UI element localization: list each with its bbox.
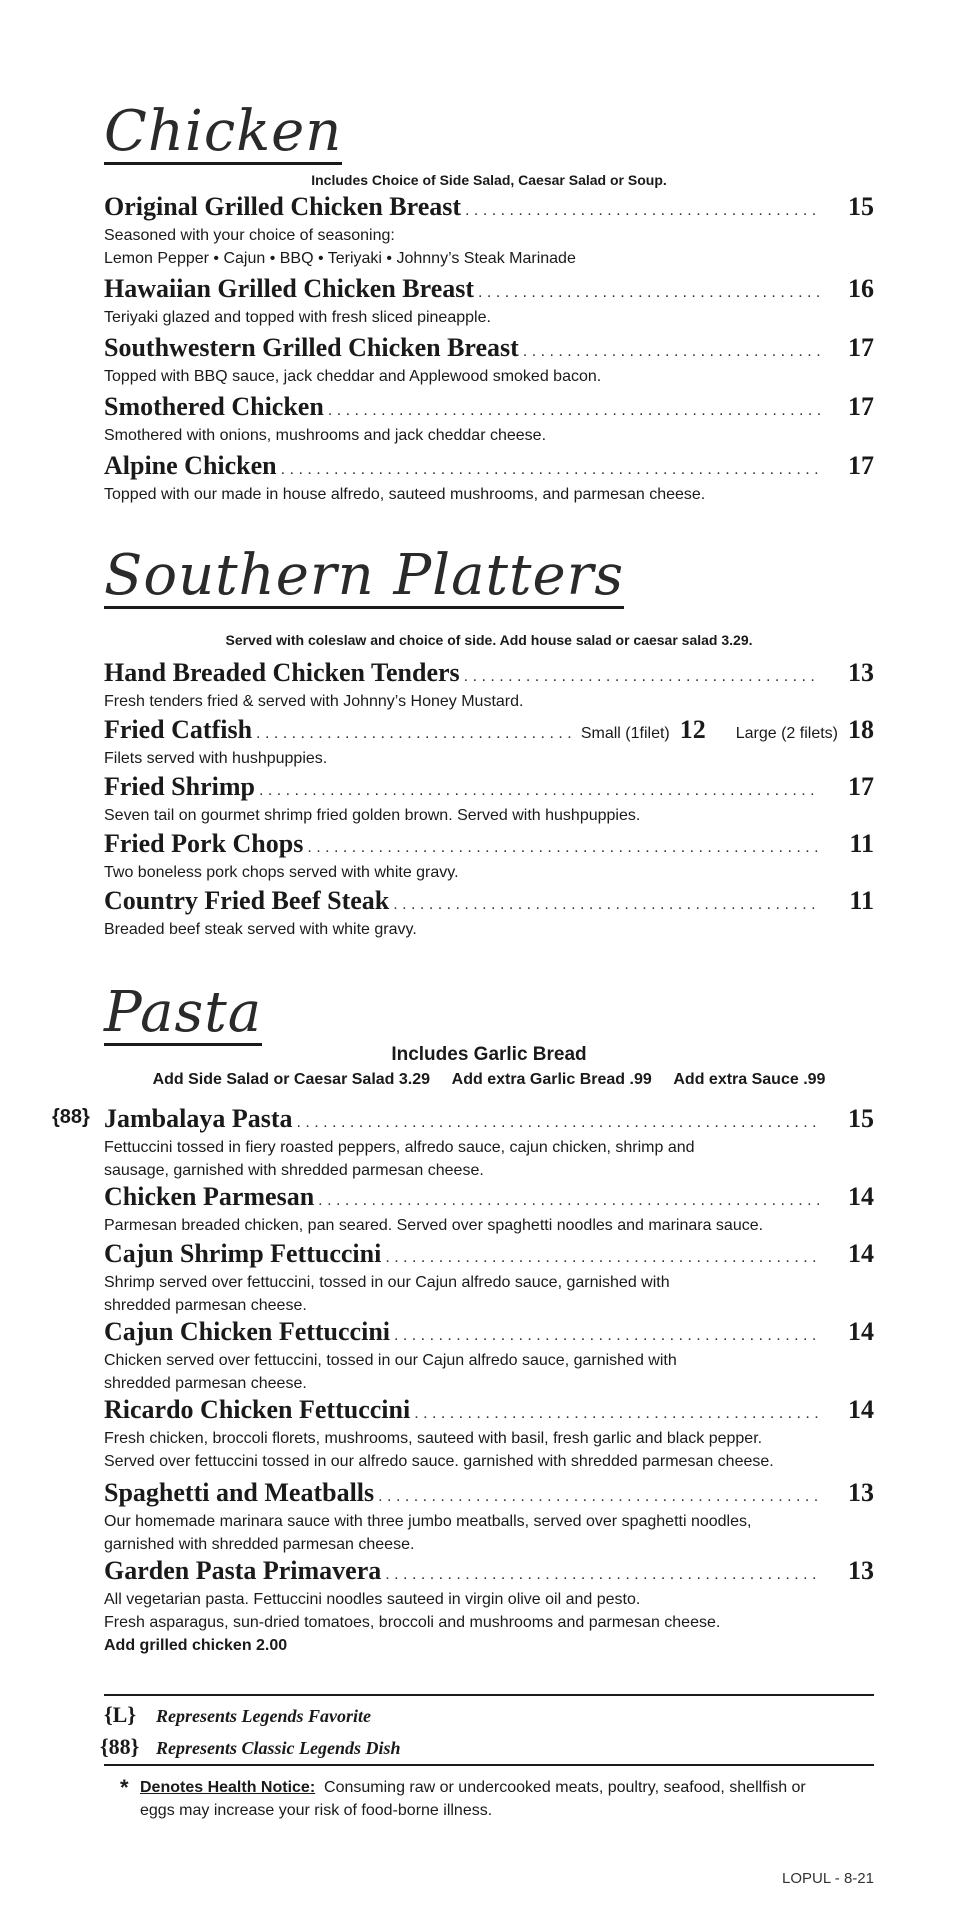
menu-item bbox=[104, 274, 874, 329]
item-name: Jambalaya Pasta bbox=[104, 1104, 293, 1133]
menu-item bbox=[104, 1317, 874, 1395]
item-description: Fresh chicken, broccoli florets, mushrooms, sauteed with basil, fresh garlic and black pepper. Served over fettuccini tossed in our alfredo sauce. garnished with shredded parmesan cheese. bbox=[104, 1430, 774, 1470]
item-name: Original Grilled Chicken Breast bbox=[104, 192, 462, 221]
pasta-note-garlic-bread: Includes Garlic Bread bbox=[391, 1044, 587, 1065]
dot-leader bbox=[297, 1114, 821, 1132]
item-price: 16 bbox=[848, 274, 874, 303]
dot-leader bbox=[523, 343, 820, 361]
item-description: Fresh tenders fried & served with Johnny’s Honey Mustard. bbox=[104, 693, 524, 710]
dot-leader bbox=[328, 402, 820, 420]
legend-classic bbox=[100, 1734, 401, 1760]
item-price: 13 bbox=[848, 1478, 874, 1507]
item-price: 15 bbox=[848, 1104, 874, 1133]
item-description: Smothered with onions, mushrooms and jack cheddar cheese. bbox=[104, 427, 547, 444]
dot-leader bbox=[256, 725, 575, 743]
size-label-large: Large (2 filets) bbox=[735, 725, 838, 742]
menu-item bbox=[104, 1239, 874, 1317]
menu-item bbox=[104, 1182, 874, 1237]
dot-leader bbox=[478, 284, 820, 302]
dot-leader bbox=[281, 461, 820, 479]
dot-leader bbox=[318, 1192, 820, 1210]
item-price: 17 bbox=[848, 772, 874, 801]
item-name: Hawaiian Grilled Chicken Breast bbox=[104, 274, 475, 303]
health-notice-label: Denotes Health Notice: bbox=[140, 1779, 316, 1796]
dot-leader bbox=[394, 1327, 820, 1345]
legend-top-rule bbox=[104, 1694, 874, 1696]
item-description: Our homemade marinara sauce with three jumbo meatballs, served over spaghetti noodles, garnished with shredded parmesan cheese. bbox=[104, 1513, 752, 1553]
menu-item bbox=[104, 1395, 874, 1473]
dot-leader bbox=[259, 782, 820, 800]
item-name: Country Fried Beef Steak bbox=[104, 886, 390, 915]
item-name: Cajun Chicken Fettuccini bbox=[104, 1317, 390, 1346]
size-price-small: 12 bbox=[679, 715, 706, 744]
item-name: Smothered Chicken bbox=[104, 392, 324, 421]
dot-leader bbox=[378, 1488, 820, 1506]
item-price: 14 bbox=[848, 1317, 874, 1346]
item-description: Seven tail on gourmet shrimp fried golden brown. Served with hushpuppies. bbox=[104, 807, 641, 824]
item-description: Teriyaki glazed and topped with fresh sliced pineapple. bbox=[104, 309, 491, 326]
item-description: Two boneless pork chops served with white gravy. bbox=[104, 864, 459, 881]
item-price: 14 bbox=[848, 1239, 874, 1268]
health-notice bbox=[122, 1776, 862, 1822]
item-price: 13 bbox=[848, 1556, 874, 1585]
section-heading-chicken: Chicken bbox=[104, 99, 343, 164]
section-heading-pasta: Pasta bbox=[104, 980, 263, 1045]
classic-legends-badge: {88} bbox=[52, 1106, 90, 1128]
item-name: Ricardo Chicken Fettuccini bbox=[104, 1395, 411, 1424]
menu-item bbox=[104, 1556, 874, 1657]
section-heading-southern-platters: Southern Platters bbox=[104, 543, 625, 608]
item-name: Fried Pork Chops bbox=[104, 829, 304, 858]
item-name: Southwestern Grilled Chicken Breast bbox=[104, 333, 519, 362]
menu-item bbox=[104, 1478, 874, 1556]
item-price: 15 bbox=[848, 192, 874, 221]
item-description: Shrimp served over fettuccini, tossed in our Cajun alfredo sauce, garnished with shredded parmesan cheese. bbox=[104, 1274, 670, 1314]
menu-code: LOPUL - 8-21 bbox=[782, 1870, 874, 1887]
legend-favorite bbox=[104, 1702, 371, 1728]
menu-item bbox=[104, 772, 874, 827]
item-name: Spaghetti and Meatballs bbox=[104, 1478, 375, 1507]
item-description: Breaded beef steak served with white gravy. bbox=[104, 921, 417, 938]
menu-item bbox=[104, 333, 874, 388]
item-description: Parmesan breaded chicken, pan seared. Served over spaghetti noodles and marinara sauce. bbox=[104, 1217, 764, 1234]
item-description: Filets served with hushpuppies. bbox=[104, 750, 328, 767]
item-price: 14 bbox=[848, 1395, 874, 1424]
item-name: Chicken Parmesan bbox=[104, 1182, 315, 1211]
dot-leader bbox=[465, 202, 820, 220]
item-description: Fettuccini tossed in fiery roasted peppers, alfredo sauce, cajun chicken, shrimp and sausage, garnished with shredded parmesan cheese. bbox=[104, 1139, 695, 1179]
menu-item bbox=[104, 829, 874, 884]
legend-classic-symbol: {88} bbox=[100, 1734, 140, 1759]
dot-leader bbox=[385, 1249, 820, 1267]
chicken-note: Includes Choice of Side Salad, Caesar Salad or Soup. bbox=[311, 172, 667, 188]
item-description: Topped with BBQ sauce, jack cheddar and Applewood smoked bacon. bbox=[104, 368, 602, 385]
pasta-note-addons: Add Side Salad or Caesar Salad 3.29 Add extra Garlic Bread .99 Add extra Sauce .99 bbox=[152, 1071, 826, 1088]
size-label-small: Small (1filet) bbox=[580, 725, 670, 742]
item-name: Cajun Shrimp Fettuccini bbox=[104, 1239, 382, 1268]
item-price: 17 bbox=[848, 392, 874, 421]
item-description: Chicken served over fettuccini, tossed in our Cajun alfredo sauce, garnished with shredded parmesan cheese. bbox=[104, 1352, 677, 1392]
item-price: 17 bbox=[848, 451, 874, 480]
menu-item bbox=[104, 1104, 874, 1182]
health-asterisk: * bbox=[120, 1775, 129, 1800]
size-price-large: 18 bbox=[848, 715, 874, 744]
item-name: Fried Shrimp bbox=[104, 772, 255, 801]
menu-item bbox=[104, 451, 874, 506]
item-price: 14 bbox=[848, 1182, 874, 1211]
health-notice-text-2: eggs may increase your risk of food-borne illness. bbox=[140, 1802, 493, 1819]
menu-item bbox=[104, 192, 874, 270]
item-price: 13 bbox=[848, 658, 874, 687]
menu-item bbox=[104, 886, 874, 941]
item-price: 11 bbox=[849, 886, 874, 915]
legend-favorite-symbol: {L} bbox=[104, 1702, 137, 1727]
item-description: Seasoned with your choice of seasoning: Lemon Pepper • Cajun • BBQ • Teriyaki • Johnny’s Steak Marinade bbox=[104, 227, 576, 267]
item-description: Topped with our made in house alfredo, sauteed mushrooms, and parmesan cheese. bbox=[104, 486, 706, 503]
legend-favorite-text: Represents Legends Favorite bbox=[156, 1706, 371, 1726]
legend-bottom-rule bbox=[104, 1764, 874, 1766]
item-price: 11 bbox=[849, 829, 874, 858]
legend-classic-text: Represents Classic Legends Dish bbox=[156, 1738, 401, 1758]
menu-item bbox=[104, 392, 874, 447]
dot-leader bbox=[307, 839, 820, 857]
health-notice-text: Consuming raw or undercooked meats, poultry, seafood, shellfish or bbox=[315, 1779, 806, 1796]
dot-leader bbox=[464, 668, 820, 686]
dot-leader bbox=[393, 896, 820, 914]
item-name: Alpine Chicken bbox=[104, 451, 277, 480]
dot-leader bbox=[385, 1566, 820, 1584]
item-name: Fried Catfish bbox=[104, 715, 253, 744]
item-price: 17 bbox=[848, 333, 874, 362]
item-name: Hand Breaded Chicken Tenders bbox=[104, 658, 460, 687]
dot-leader bbox=[414, 1405, 820, 1423]
southern-note: Served with coleslaw and choice of side. Add house salad or caesar salad 3.29. bbox=[225, 632, 753, 648]
menu-item bbox=[104, 715, 874, 770]
menu-item bbox=[104, 658, 874, 713]
item-description: All vegetarian pasta. Fettuccini noodles sauteed in virgin olive oil and pesto. Fresh asparagus, sun-dried tomatoes, broccoli and mushrooms and parmesan cheese. Add grilled chicken 2.00 bbox=[104, 1591, 721, 1654]
item-name: Garden Pasta Primavera bbox=[104, 1556, 382, 1585]
